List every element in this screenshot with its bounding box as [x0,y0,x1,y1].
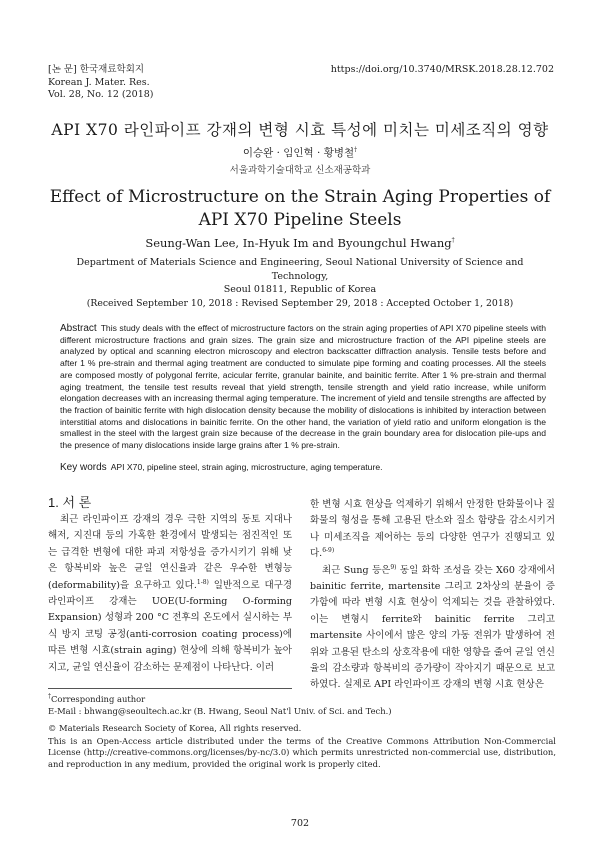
english-author-mark: † [451,237,455,245]
intro-paragraph-1-cont [310,497,555,563]
keywords-label: Key words [60,462,107,473]
author-email[interactable]: E-Mail : bhwang@seoultech.ac.kr (B. Hwang, Seoul Nat'l Univ. of Sci. and Tech.) [48,706,392,716]
received-dates: (Received September 10, 2018 : Revised September 29, 2018 : Accepted October 1, 2018) [86,298,514,309]
english-title-line-2: API X70 Pipeline Steels [198,210,402,230]
korean-author-mark: † [354,146,358,154]
keywords-text: API X70, pipeline steel, strain aging, microstructure, aging temperature. [110,462,383,472]
journal-info [48,64,154,102]
journal-line-2: Korean J. Mater. Res. [48,76,150,88]
left-column [48,512,292,676]
english-title-line-1: Effect of Microstructure on the Strain Aging Properties of [49,187,551,207]
corresponding-text: Corresponding author [51,694,146,704]
abstract-text: This study deals with the effect of microstructure factors on the strain aging properties of API X70 pipeline steels with different microstructure fractions and grain sizes. The grain size and microstructure fraction of the API pipeline steels are analyzed by optical and scanning electron microscopy and electron backscatter diffraction analysis. Tensile tests before and after 1 % pre-strain and thermal aging treatment are conducted to simulate pipe forming and coating processes. All the steels are composed mostly of polygonal ferrite, acicular ferrite, granular bainite, and bainitic ferrite. After 1 % pre-strain and thermal aging treatment, the tensile test results reveal that yield strength, tensile strength and yield ratio increase, while uniform elongation decreases with an increasing thermal aging temperature. The increment of yield and tensile strengths are affected by the fraction of bainitic ferrite with high dislocation density because the mobility of dislocations is inhibited by interaction between interstitial atoms and dislocations in bainitic ferrite. On the other hand, the variation of yield ratio and uniform elongation is the smallest in the steel with the largest grain size because of the decrease in the grain boundary area for dislocation pile-ups and the presence of many dislocations inside large grains after 1 % pre-strain. [60,323,546,451]
copyright-notice: © Materials Research Society of Korea, All rights reserved. [48,723,302,733]
intro-p1-text: 최근 라인파이프 강재의 경우 극한 지역의 동토 지대나 해저, 지진대 등의 가혹한 환경에서 발생되는 점진적인 또는 급격한 변형에 대한 파괴 저항성을 증가시키기 위해 낮은 항복비와 높은 균일 연신율과 같은 우수한 변형능(deformability)을 요구하고 있다. [48,514,292,591]
korean-authors [0,145,600,160]
abstract [60,323,546,452]
english-authors [0,236,600,250]
intro-p1-tail: 일반적으로 대구경 라인파이프 강재는 UOE(U-forming O-forming Expansion) 성형과 200 °C 전후의 온도에서 실시하는 부식 방지 코팅 공정(anti-corrosion coating process)에 따른 변형 시효(strain aging) 현상에 의해 항복비가 높아지고, 균일 연신율이 감소하는 문제점이 나타난다. 이러 [48,579,292,673]
corresponding-author-note [48,694,145,705]
english-affiliation [58,256,542,297]
citation[interactable]: 9) [390,563,397,571]
journal-line-1: [논 문] 한국재료학회지 [48,64,145,75]
footnote-divider [48,688,292,689]
intro-paragraph-2 [310,563,555,694]
citation[interactable]: 1-8) [196,578,209,586]
english-author-names: Seung-Wan Lee, In-Hyuk Im and Byoungchul Hwang [145,236,452,250]
license-notice: This is an Open-Access article distributed under the terms of the Creative Commons Attribution Non-Commercial License (http://creative-commons.org/licenses/by-nc/3.0) which permits unrestricted non-commercial use, distribution, and reproduction in any medium, provided the original work is properly cited. [48,736,556,769]
english-title [0,186,600,232]
abstract-label: Abstract [60,323,97,334]
citation[interactable]: 6-9) [322,547,335,555]
intro-paragraph-1 [48,512,292,676]
journal-line-3: Vol. 28, No. 12 (2018) [48,89,154,100]
korean-affiliation: 서울과학기술대학교 신소재공학과 [229,165,371,176]
korean-author-names: 이승완 · 임인혁 · 황병철 [242,147,355,159]
keywords [60,462,546,473]
section-title: 1. 서 론 [48,495,92,510]
english-affiliation-line-1: Department of Materials Science and Engineering, Seoul National University of Science and Technology, [76,257,524,282]
intro-p2-head: 최근 Sung 등은 [322,564,391,576]
page-number: 702 [290,818,310,829]
intro-p2-tail: 동일 화학 조성을 갖는 X60 강재에서 bainitic ferrite, martensite 그리고 2차상의 분율이 증가함에 따라 변형 시효 현상이 억제되는 것을 관찰하였다. 이는 변형시 ferrite와 bainitic ferrite 그리고 martensite 사이에서 많은 양의 가동 전위가 발생하여 전위와 고용된 탄소의 상호작용에 대한 영향을 줄여 균일 연신율의 감소량과 항복비의 증가량이 작아지기 때문으로 보고하였다. 실제로 API 라인파이프 강재의 변형 시효 현상은 [310,564,555,691]
corresponding-mark: † [48,693,51,701]
korean-title: API X70 라인파이프 강재의 변형 시효 특성에 미치는 미세조직의 영향 [51,121,549,139]
intro-p1-cont-text: 한 변형 시효 현상을 억제하기 위해서 안정한 탄화물이나 질화물의 형성을 통해 고용된 탄소와 질소 함량을 감소시키거나 미세조직을 제어하는 등의 다양한 연구가 진행되고 있다. [310,499,555,560]
right-column [310,497,555,694]
english-affiliation-line-2: Seoul 01811, Republic of Korea [223,284,377,295]
doi-link[interactable]: https://doi.org/10.3740/MRSK.2018.28.12.702 [330,64,554,75]
